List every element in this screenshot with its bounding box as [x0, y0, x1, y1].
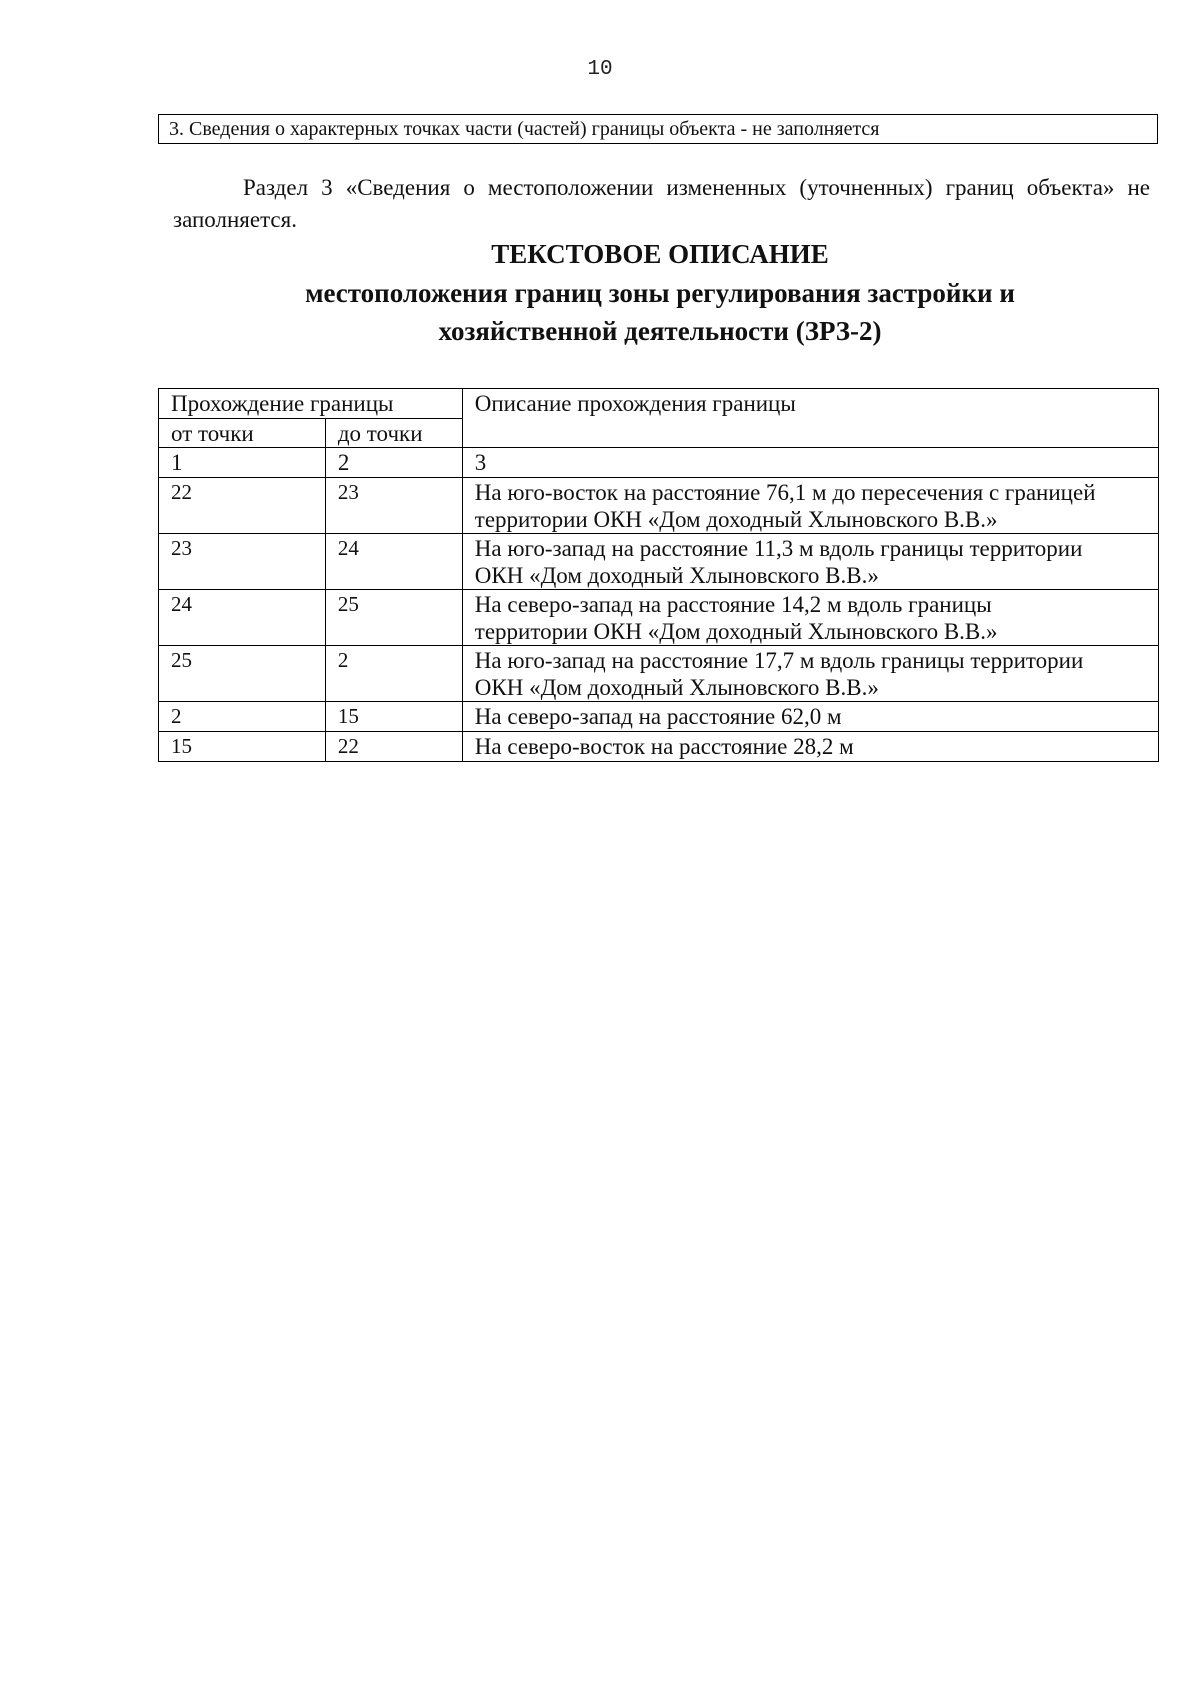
- to-point-cell: 25: [325, 590, 462, 646]
- from-point-cell: 24: [159, 590, 326, 646]
- table-row: [159, 590, 1159, 646]
- header-to-point: до точки: [325, 419, 462, 448]
- from-point-cell: 23: [159, 534, 326, 590]
- table-row: [159, 702, 1159, 732]
- description-cell: [462, 646, 1158, 702]
- table-row: [159, 646, 1159, 702]
- from-point-cell: 25: [159, 646, 326, 702]
- section-3-notice: 3. Сведения о характерных точках части (частей) границы объекта - не заполняется: [158, 114, 1158, 144]
- subtitle-line-1: местоположения границ зоны регулирования застройки и: [305, 278, 1015, 308]
- description-line: На северо-запад на расстояние 14,2 м вдоль границы: [474, 592, 992, 617]
- description-cell: [462, 478, 1158, 534]
- boundary-description-table: [158, 388, 1159, 762]
- table-numbering-row: [159, 448, 1159, 478]
- column-number: 1: [159, 448, 326, 478]
- section-3-paragraph: Раздел 3 «Сведения о местоположении измененных (уточненных) границ объекта» не заполняется.: [173, 175, 1150, 232]
- header-passage: Прохождение границы: [159, 389, 463, 419]
- description-line: На юго-запад на расстояние 17,7 м вдоль границы территории: [474, 648, 1084, 673]
- description-cell: [462, 590, 1158, 646]
- header-description: Описание прохождения границы: [462, 389, 1158, 448]
- from-point-cell: 2: [159, 702, 326, 732]
- document-subtitle: [160, 274, 1160, 350]
- to-point-cell: 2: [325, 646, 462, 702]
- column-number: 3: [462, 448, 1158, 478]
- from-point-cell: 15: [159, 732, 326, 762]
- document-title: ТЕКСТОВОЕ ОПИСАНИЕ: [491, 239, 829, 269]
- description-line: ОКН «Дом доходный Хлыновского В.В.»: [474, 675, 879, 700]
- table-row: [159, 478, 1159, 534]
- to-point-cell: 15: [325, 702, 462, 732]
- table-row: [159, 732, 1159, 762]
- table-row: [159, 534, 1159, 590]
- description-cell: [462, 534, 1158, 590]
- description-line: ОКН «Дом доходный Хлыновского В.В.»: [474, 563, 879, 588]
- description-line: На юго-восток на расстояние 76,1 м до пересечения с границей: [474, 480, 1096, 505]
- column-number: 2: [325, 448, 462, 478]
- page-number: 10: [587, 58, 613, 81]
- to-point-cell: 22: [325, 732, 462, 762]
- description-line: территории ОКН «Дом доходный Хлыновского В.В.»: [474, 619, 998, 644]
- to-point-cell: 23: [325, 478, 462, 534]
- description-cell: На северо-запад на расстояние 62,0 м: [462, 702, 1158, 732]
- from-point-cell: 22: [159, 478, 326, 534]
- table-header-row: [159, 389, 1159, 419]
- subtitle-line-2: хозяйственной деятельности (ЗРЗ-2): [438, 316, 882, 346]
- to-point-cell: 24: [325, 534, 462, 590]
- description-line: На юго-запад на расстояние 11,3 м вдоль границы территории: [474, 536, 1083, 561]
- description-line: территории ОКН «Дом доходный Хлыновского В.В.»: [474, 507, 998, 532]
- description-cell: На северо-восток на расстояние 28,2 м: [462, 732, 1158, 762]
- header-from-point: от точки: [159, 419, 326, 448]
